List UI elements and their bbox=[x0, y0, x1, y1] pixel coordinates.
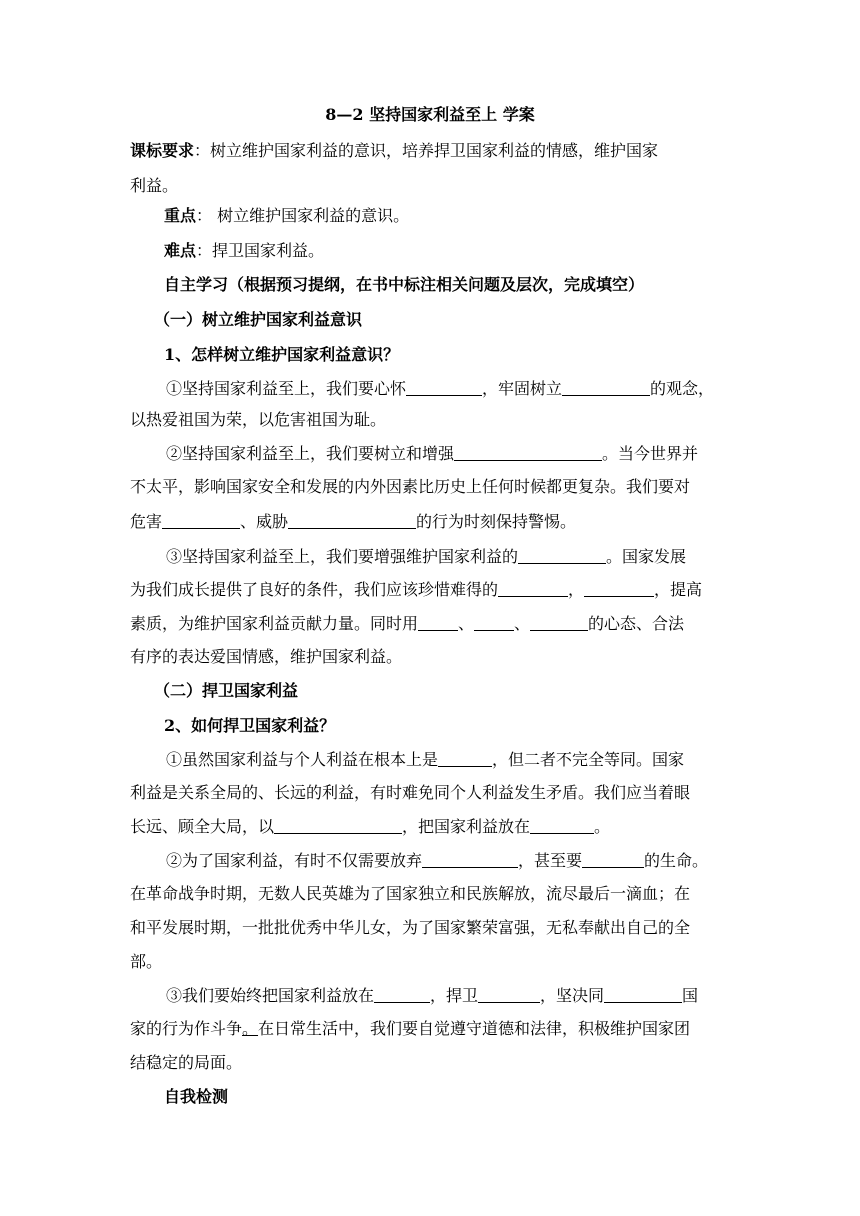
fill-blank[interactable] bbox=[438, 751, 492, 767]
key-point-text: ： 树立维护国家利益的意识。 bbox=[196, 206, 410, 225]
fill-blank[interactable] bbox=[530, 615, 588, 631]
fill-blank[interactable] bbox=[454, 445, 602, 461]
fill-blank[interactable] bbox=[478, 987, 540, 1003]
fill-blank[interactable] bbox=[162, 513, 240, 529]
paragraph-2-3: ③我们要始终把国家利益放在 ，捍卫 ，坚决同 国 bbox=[166, 986, 699, 1005]
paragraph-1-1-cont: 以热爱祖国为荣，以危害祖国为耻。 bbox=[130, 410, 387, 429]
key-point-label: 重点 bbox=[164, 206, 197, 225]
section2-heading: （二）捍卫国家利益 bbox=[154, 681, 299, 700]
curriculum-requirement bbox=[130, 141, 658, 161]
paragraph-1-2-cont: 不太平，影响国家安全和发展的内外因素比历史上任何时候都更复杂。我们要对 bbox=[130, 477, 691, 496]
page-title: 8—2 坚持国家利益至上 学案 bbox=[325, 105, 535, 124]
fill-blank[interactable] bbox=[530, 818, 594, 834]
paragraph-2-2-cont2: 和平发展时期，一批批优秀中华儿女，为了国家繁荣富强，无私奉献出自己的全 bbox=[130, 918, 691, 937]
fill-blank[interactable] bbox=[474, 615, 514, 631]
paragraph-1-2-cont2: 危害 、威胁 的行为时刻保持警惕。 bbox=[130, 512, 577, 531]
fill-blank[interactable] bbox=[498, 581, 568, 597]
paragraph-1-3-cont2: 素质，为维护国家利益贡献力量。同时用 、 、 的心态、合法 bbox=[130, 614, 685, 633]
fill-blank[interactable] bbox=[518, 548, 606, 564]
curriculum-label: 课标要求 bbox=[130, 141, 195, 160]
paragraph-2-2-cont3: 部。 bbox=[130, 952, 163, 971]
difficult-point-label: 难点 bbox=[164, 241, 197, 260]
paragraph-2-2: ②为了国家利益，有时不仅需要放弃 ，甚至要 的生命。 bbox=[166, 851, 709, 870]
paragraph-1-1: ①坚持国家利益至上，我们要心怀 ，牢固树立 的观念， bbox=[166, 379, 715, 398]
paragraph-2-2-cont: 在革命战争时期，无数人民英雄为了国家独立和民族解放，流尽最后一滴血；在 bbox=[130, 884, 691, 903]
paragraph-1-3: ③坚持国家利益至上，我们要增强维护国家利益的 。国家发展 bbox=[166, 547, 687, 566]
paragraph-2-1: ①虽然国家利益与个人利益在根本上是 ，但二者不完全等同。国家 bbox=[166, 750, 685, 769]
fill-blank[interactable] bbox=[374, 987, 430, 1003]
paragraph-2-3-cont: 家的行为作斗争。在日常生活中，我们要自觉遵守道德和法律，积极维护国家团 bbox=[130, 1019, 691, 1038]
question-2: 2、如何捍卫国家利益？ bbox=[164, 716, 336, 735]
fill-blank[interactable] bbox=[562, 380, 650, 396]
paragraph-2-3-cont2: 结稳定的局面。 bbox=[130, 1053, 243, 1072]
question-1: 1、怎样树立维护国家利益意识？ bbox=[164, 345, 400, 364]
paragraph-2-1-cont: 利益是关系全局的、长远的利益，有时难免同个人利益发生矛盾。我们应当着眼 bbox=[130, 783, 691, 802]
difficult-point-text: ：捍卫国家利益。 bbox=[196, 241, 325, 260]
paragraph-1-2: ②坚持国家利益至上，我们要树立和增强 。当今世界并 bbox=[166, 444, 699, 463]
curriculum-text: ：树立维护国家利益的意识，培养捍卫国家利益的情感，维护国家 bbox=[194, 141, 659, 160]
fill-blank[interactable] bbox=[584, 581, 654, 597]
fill-blank[interactable] bbox=[604, 987, 682, 1003]
self-check-heading: 自我检测 bbox=[164, 1087, 229, 1106]
key-point bbox=[130, 206, 409, 226]
paragraph-1-3-cont3: 有序的表达爱国情感，维护国家利益。 bbox=[130, 647, 403, 666]
fill-blank[interactable] bbox=[274, 818, 402, 834]
fill-blank[interactable] bbox=[582, 852, 644, 868]
difficult-point bbox=[130, 241, 324, 261]
fill-blank[interactable] bbox=[288, 513, 416, 529]
fill-blank[interactable] bbox=[406, 380, 482, 396]
section1-heading: （一）树立维护国家利益意识 bbox=[154, 310, 363, 329]
curriculum-text-cont: 利益。 bbox=[130, 176, 179, 195]
paragraph-2-1-cont2: 长远、顾全大局，以 ，把国家利益放在 。 bbox=[130, 817, 611, 836]
fill-blank[interactable] bbox=[422, 852, 518, 868]
paragraph-1-3-cont: 为我们成长提供了良好的条件，我们应该珍惜难得的 ， ，提高 bbox=[130, 580, 703, 599]
self-study-heading: 自主学习（根据预习提纲，在书中标注相关问题及层次，完成填空） bbox=[164, 275, 645, 294]
fill-blank[interactable] bbox=[418, 615, 458, 631]
